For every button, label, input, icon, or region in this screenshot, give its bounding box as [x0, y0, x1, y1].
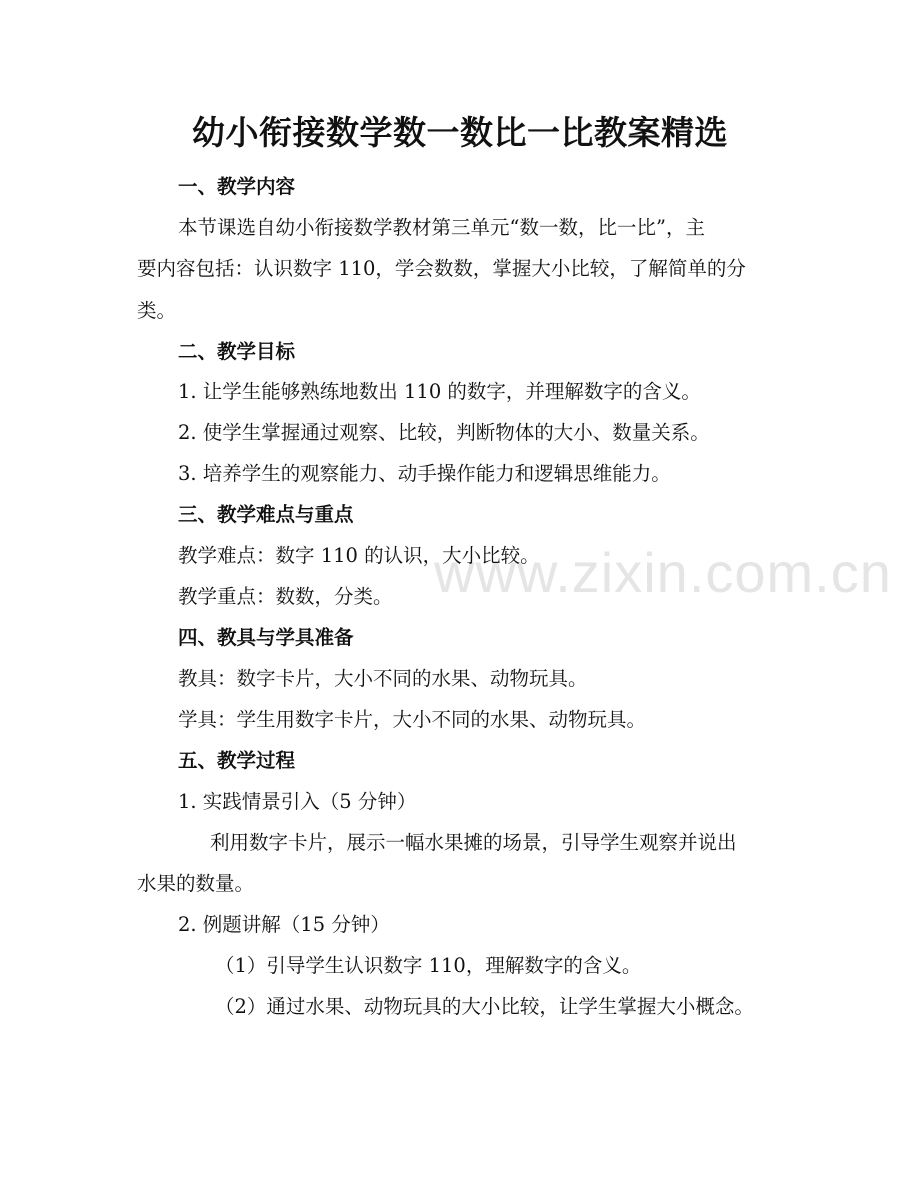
- section-heading-difficulties: 三、教学难点与重点: [178, 503, 354, 526]
- content-paragraph-line: 要内容包括：认识数字 110，学会数数，掌握大小比较，了解简单的分: [137, 257, 746, 280]
- goal-item: 3. 培养学生的观察能力、动手操作能力和逻辑思维能力。: [178, 462, 671, 485]
- document-title: 幼小衔接数学数一数比一比教案精选: [192, 113, 728, 152]
- section-heading-content: 一、教学内容: [178, 175, 296, 198]
- section-heading-goals: 二、教学目标: [178, 340, 296, 363]
- goal-item: 2. 使学生掌握通过观察、比较，判断物体的大小、数量关系。: [178, 421, 710, 444]
- watermark: www.zixin.com.cn: [434, 541, 892, 604]
- process-step: 2. 例题讲解（15 分钟）: [178, 913, 390, 936]
- goal-item: 1. 让学生能够熟练地数出 110 的数字，并理解数字的含义。: [178, 380, 701, 403]
- difficult-point: 教学难点：数字 110 的认识，大小比较。: [178, 544, 540, 567]
- process-step-text: 水果的数量。: [137, 872, 255, 895]
- section-heading-tools: 四、教具与学具准备: [178, 626, 354, 649]
- process-step: 1. 实践情景引入（5 分钟）: [178, 790, 417, 813]
- teacher-tools: 教具：数字卡片，大小不同的水果、动物玩具。: [178, 667, 588, 690]
- content-paragraph-line: 类。: [137, 299, 177, 322]
- process-substep: （1）引导学生认识数字 110，理解数字的含义。: [215, 954, 642, 977]
- process-substep: （2）通过水果、动物玩具的大小比较，让学生掌握大小概念。: [215, 995, 754, 1018]
- content-paragraph-line: 本节课选自幼小衔接数学教材第三单元“数一数，比一比”，主: [178, 216, 705, 239]
- section-heading-process: 五、教学过程: [178, 749, 296, 772]
- process-step-text: 利用数字卡片，展示一幅水果摊的场景，引导学生观察并说出: [210, 831, 737, 854]
- student-tools: 学具：学生用数字卡片，大小不同的水果、动物玩具。: [178, 708, 647, 731]
- key-point: 教学重点：数数，分类。: [178, 585, 393, 608]
